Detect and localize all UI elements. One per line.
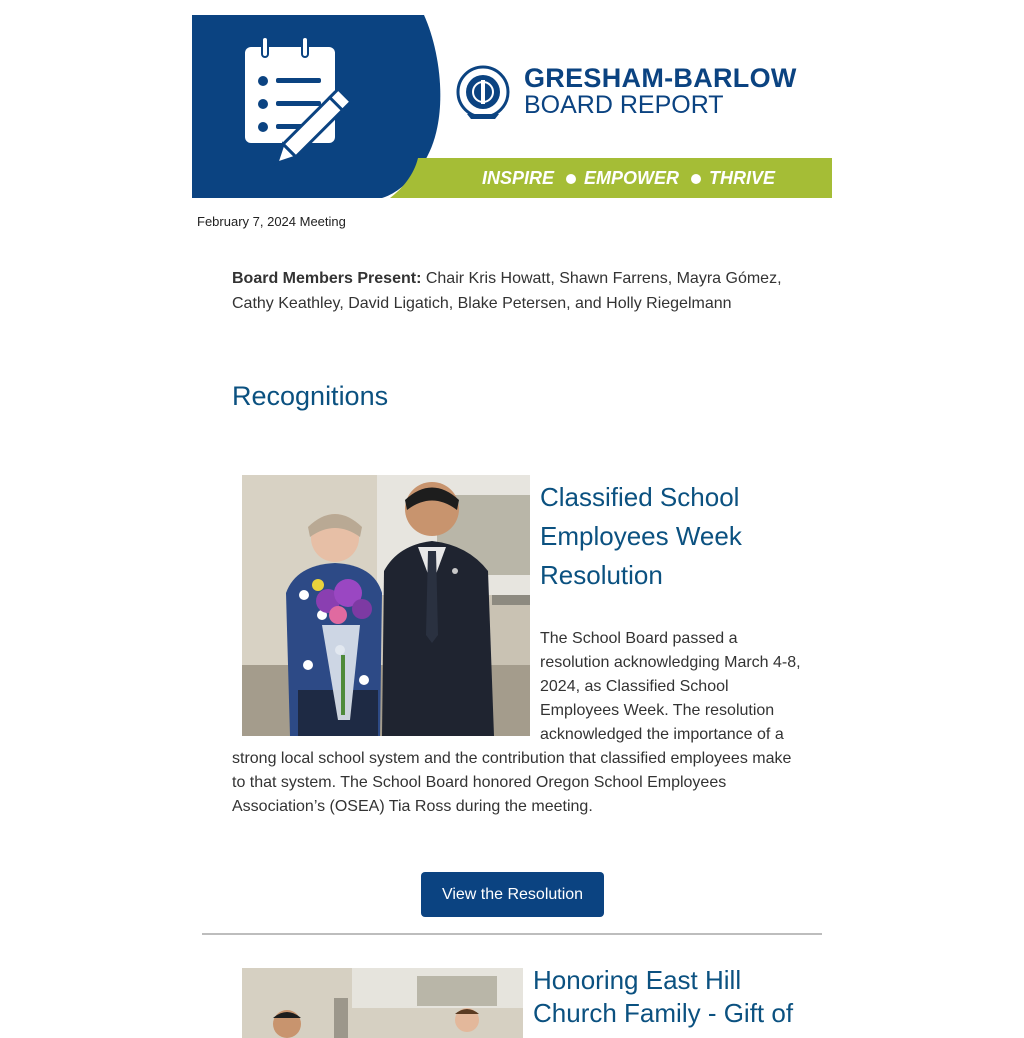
banner-subtitle: BOARD REPORT (524, 91, 724, 119)
section-heading: Recognitions (232, 381, 389, 411)
article-photo (242, 475, 530, 736)
tagline-word: EMPOWER (584, 168, 680, 188)
tagline-word: THRIVE (709, 168, 776, 188)
recognition-photo-illustration (242, 968, 523, 1038)
bullet-dot-icon (691, 174, 701, 184)
board-members-label: Board Members Present: (232, 270, 422, 287)
brand-block (455, 62, 815, 122)
board-members-present (232, 266, 802, 316)
header-banner (192, 15, 832, 198)
bullet-dot-icon (566, 174, 576, 184)
view-resolution-button[interactable]: View the Resolution (421, 872, 604, 917)
banner-title: GRESHAM-BARLOW (524, 63, 797, 93)
article-photo (242, 968, 523, 1038)
section-divider (202, 933, 822, 935)
recognition-photo-illustration (242, 475, 530, 736)
district-seal-logo (455, 62, 511, 122)
article-title: Honoring East Hill Church Family - Gift of (533, 965, 794, 1028)
meeting-date: February 7, 2024 Meeting (197, 214, 346, 229)
article-title: Classified School Employees Week Resolution (540, 482, 742, 590)
article-classified-employees-week (232, 475, 802, 819)
board-members-names: Chair Kris Howatt, Shawn Farrens, Mayra Gómez, Cathy Keathley, David Ligatich, Blake Petersen, and Holly Riegelmann (232, 270, 782, 312)
tagline-word: INSPIRE (482, 168, 555, 188)
article-body: The School Board passed a resolution acknowledging March 4-8, 2024, as Classified School Employees Week. The resolution acknowledged the importance of a strong local school system and the contribution that classified employees make to that system. The School Board honored Oregon School Employees Association’s (OSEA) Tia Ross during the meeting. (232, 630, 801, 815)
banner-tagline (482, 166, 775, 190)
